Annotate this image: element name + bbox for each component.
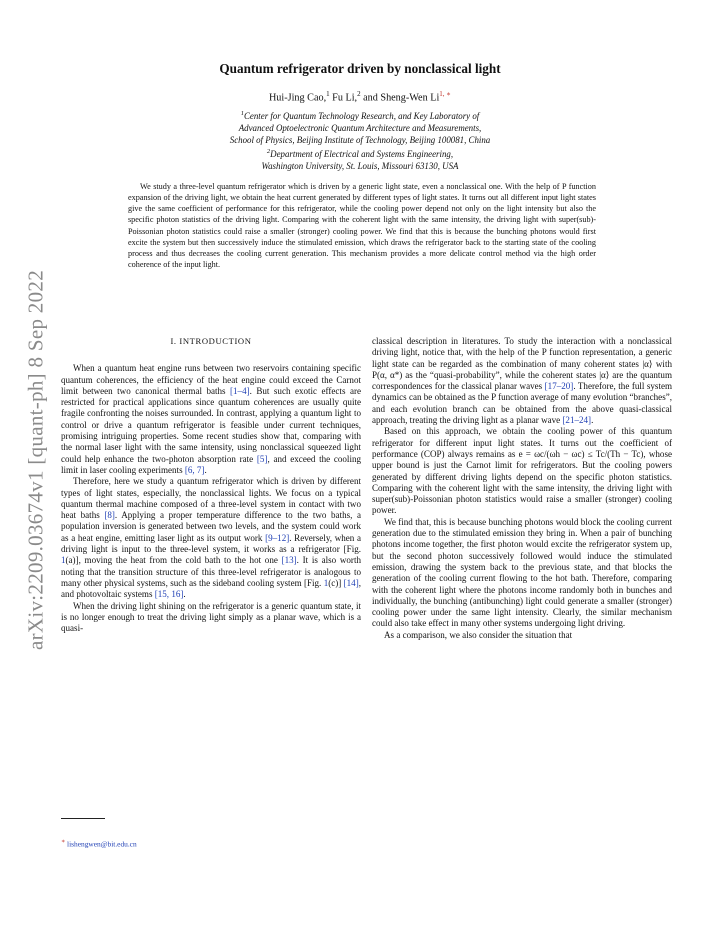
left-column [61,336,361,634]
section-heading: I. INTRODUCTION [170,336,252,346]
figure-link[interactable]: 1 [61,555,66,566]
paper-title: Quantum refrigerator driven by nonclassical light [219,61,501,76]
author-list [0,90,720,103]
arxiv-sidebar-stamp [14,240,58,680]
affiliation-line: Advanced Optoelectronic Quantum Architecture and Measurements, [238,122,482,133]
figure-link[interactable]: 1 [323,577,329,588]
author-name: Fu Li, [332,92,358,104]
paragraph: Therefore, here we study a quantum refrigerator which is driven by different types of light states, especially, the nonclassical lights. We focus on a typical quantum thermal machine composed of a three-level system in contact with two heat baths [8]. Applying a proper temperature difference to the two baths, a population inversion is generated between two levels, and the system could work as a heat engine, emitting laser light as its output work [9–12]. Reversely, when a driving light is input to the three-level system, it works as a refrigerator [Fig. 1(a)], moving the heat from the cold bath to the hot one [13]. It is also worth noting that the transition structure of this three-level refrigerator is analogous to many other physical systems, such as the sideband cooling system [Fig. 1(c)] [14], and photovoltaic systems [15, 16]. [61,476,361,600]
affiliation-mark: 2 [266,147,271,155]
affiliation-line: Center for Quantum Technology Research, and Key Laboratory of [244,110,480,121]
citation-link[interactable]: [1–4] [230,385,250,396]
paragraph: We find that, this is because bunching photons would block the cooling current generation due to the stimulated emission they bring in. When a pair of bunching photons income together, the first photon would excite the refrigerator system up, but the second photon successively followed would induce the stimulated emission, drawing the system back to the previous state, and that blocks the generation of the cooling current flowing to the hot bath. Therefore, comparing with the coherent light where the photons income randomly both in bunches and individually, the bunching (antibunching) light could generate a smaller (stronger) cooling power under the same light intensity. Clearly, the similar mechanism could also take effect in many other systems undergoing light driving. [372,516,672,629]
paragraph: When a quantum heat engine runs between two reservoirs containing specific quantum coherences, the efficiency of the heat engine could exceed the Carnot limit between two canonical thermal baths [1–4]. But such exotic effects are restricted for practical applications since quantum coherences are usually quite fragile confronting the noises surrounded. In contrast, applying a quantum light to control or drive a quantum refrigerator is feasible under current techniques, promising intriguing properties. Some recent studies show that, comparing with the normal laser light with the same intensity, using nonclassical squeezed light could help enhance the two-photon absorption rate [5], and exceed the cooling limit in laser cooling experiments [6, 7]. [61,363,362,475]
author-affiliation-mark: 2 [357,90,361,98]
email-link[interactable]: lishengwen@bit.edu.cn [67,839,137,849]
affiliations [0,108,720,172]
affiliation-line: School of Physics, Beijing Institute of Technology, Beijing 100081, China [229,134,491,145]
citation-link[interactable]: [6, 7] [184,464,205,475]
abstract: We study a three-level quantum refrigerator which is driven by a generic light state, even a nonclassical one. With the help of P function expansion of the driving light, we obtain the heat current generated by different types of light states. It turns out all different input light states give the same coefficient of performance for this refrigerator, while the cooling power depend not only on the light intensity but also the specific photon statistics of the driving light. Comparing with the coherent light with the same intensity, the driving light with super(sub)-Poissonian photon statistics could raise a smaller (stronger) cooling power. We find that this is because the bunching photons would first excite the system but then successively induce the stimulated emission, which draws the refrigerator back to the starting state of the cooling process and thus decreases the cooling current generation. This mechanism provides a more delicate control method via the high order coherence of the input light. [128,182,596,270]
footnote [61,838,137,848]
author-affiliation-mark: 1, ∗ [439,90,452,98]
citation-link[interactable]: [17–20] [544,381,574,392]
citation-link[interactable]: [15, 16] [154,589,184,600]
paragraph: Based on this approach, we obtain the cooling power of this quantum refrigerator for different input light states. It turns out the coefficient of performance (COP) always remains as e = ωc/(ωh − ωc) ≤ Tc/(Th − Tc), whose upper bound is just the Carnot limit for refrigerators. But the cooling powers generated by different driving lights depend on the specific photon statistics. Comparing with the coherent light with the same intensity, the driving light with super(sub)-Poissonian photon statistics would raise a smaller (stronger) cooling power. [372,426,672,516]
arxiv-identifier: arXiv:2209.03674v1 [quant-ph] 8 Sep 2022 [23,269,48,651]
author-name: Hui-Jing Cao, [268,92,327,104]
citation-link[interactable]: [8] [104,510,115,521]
footnote-divider [61,818,105,819]
footnote-mark: ∗ [61,839,66,845]
paragraph: classical description in literatures. To study the interaction with a nonclassical driving light, notice that, with the help of the P function representation, a generic light state can be regarded as the combination of many coherent states |α⟩ with P(α, α*) as the “quasi-probability”, while the coherent states |α⟩ are the quantum correspondences for the classical planar waves [17–20]. Therefore, the full system dynamics can be obtained as the P function average of many evolution “branches”, and each evolution branch can be obtained from the above quasi-classical approach, treating the driving light as a planar wave [21–24]. [372,336,673,426]
citation-link[interactable]: [5] [256,453,268,464]
citation-link[interactable]: [13] [281,555,297,566]
paragraph: When the driving light shining on the refrigerator is a generic quantum state, it is no longer enough to treat the driving light simply as a planar wave, which is a quasi- [61,600,361,634]
author-affiliation-mark: 1 [326,90,330,98]
affiliation-mark: 1 [240,110,244,117]
affiliation-line: Washington University, St. Louis, Missouri 63130, USA [261,160,459,171]
citation-link[interactable]: [21–24] [562,415,592,426]
author-name: and Sheng-Wen Li [363,92,440,104]
affiliation-line: Department of Electrical and Systems Engineering, [270,148,454,159]
paragraph: As a comparison, we also consider the situation that [384,629,573,640]
right-column [372,336,672,641]
citation-link[interactable]: [9–12] [265,532,290,543]
citation-link[interactable]: [14] [343,577,359,588]
